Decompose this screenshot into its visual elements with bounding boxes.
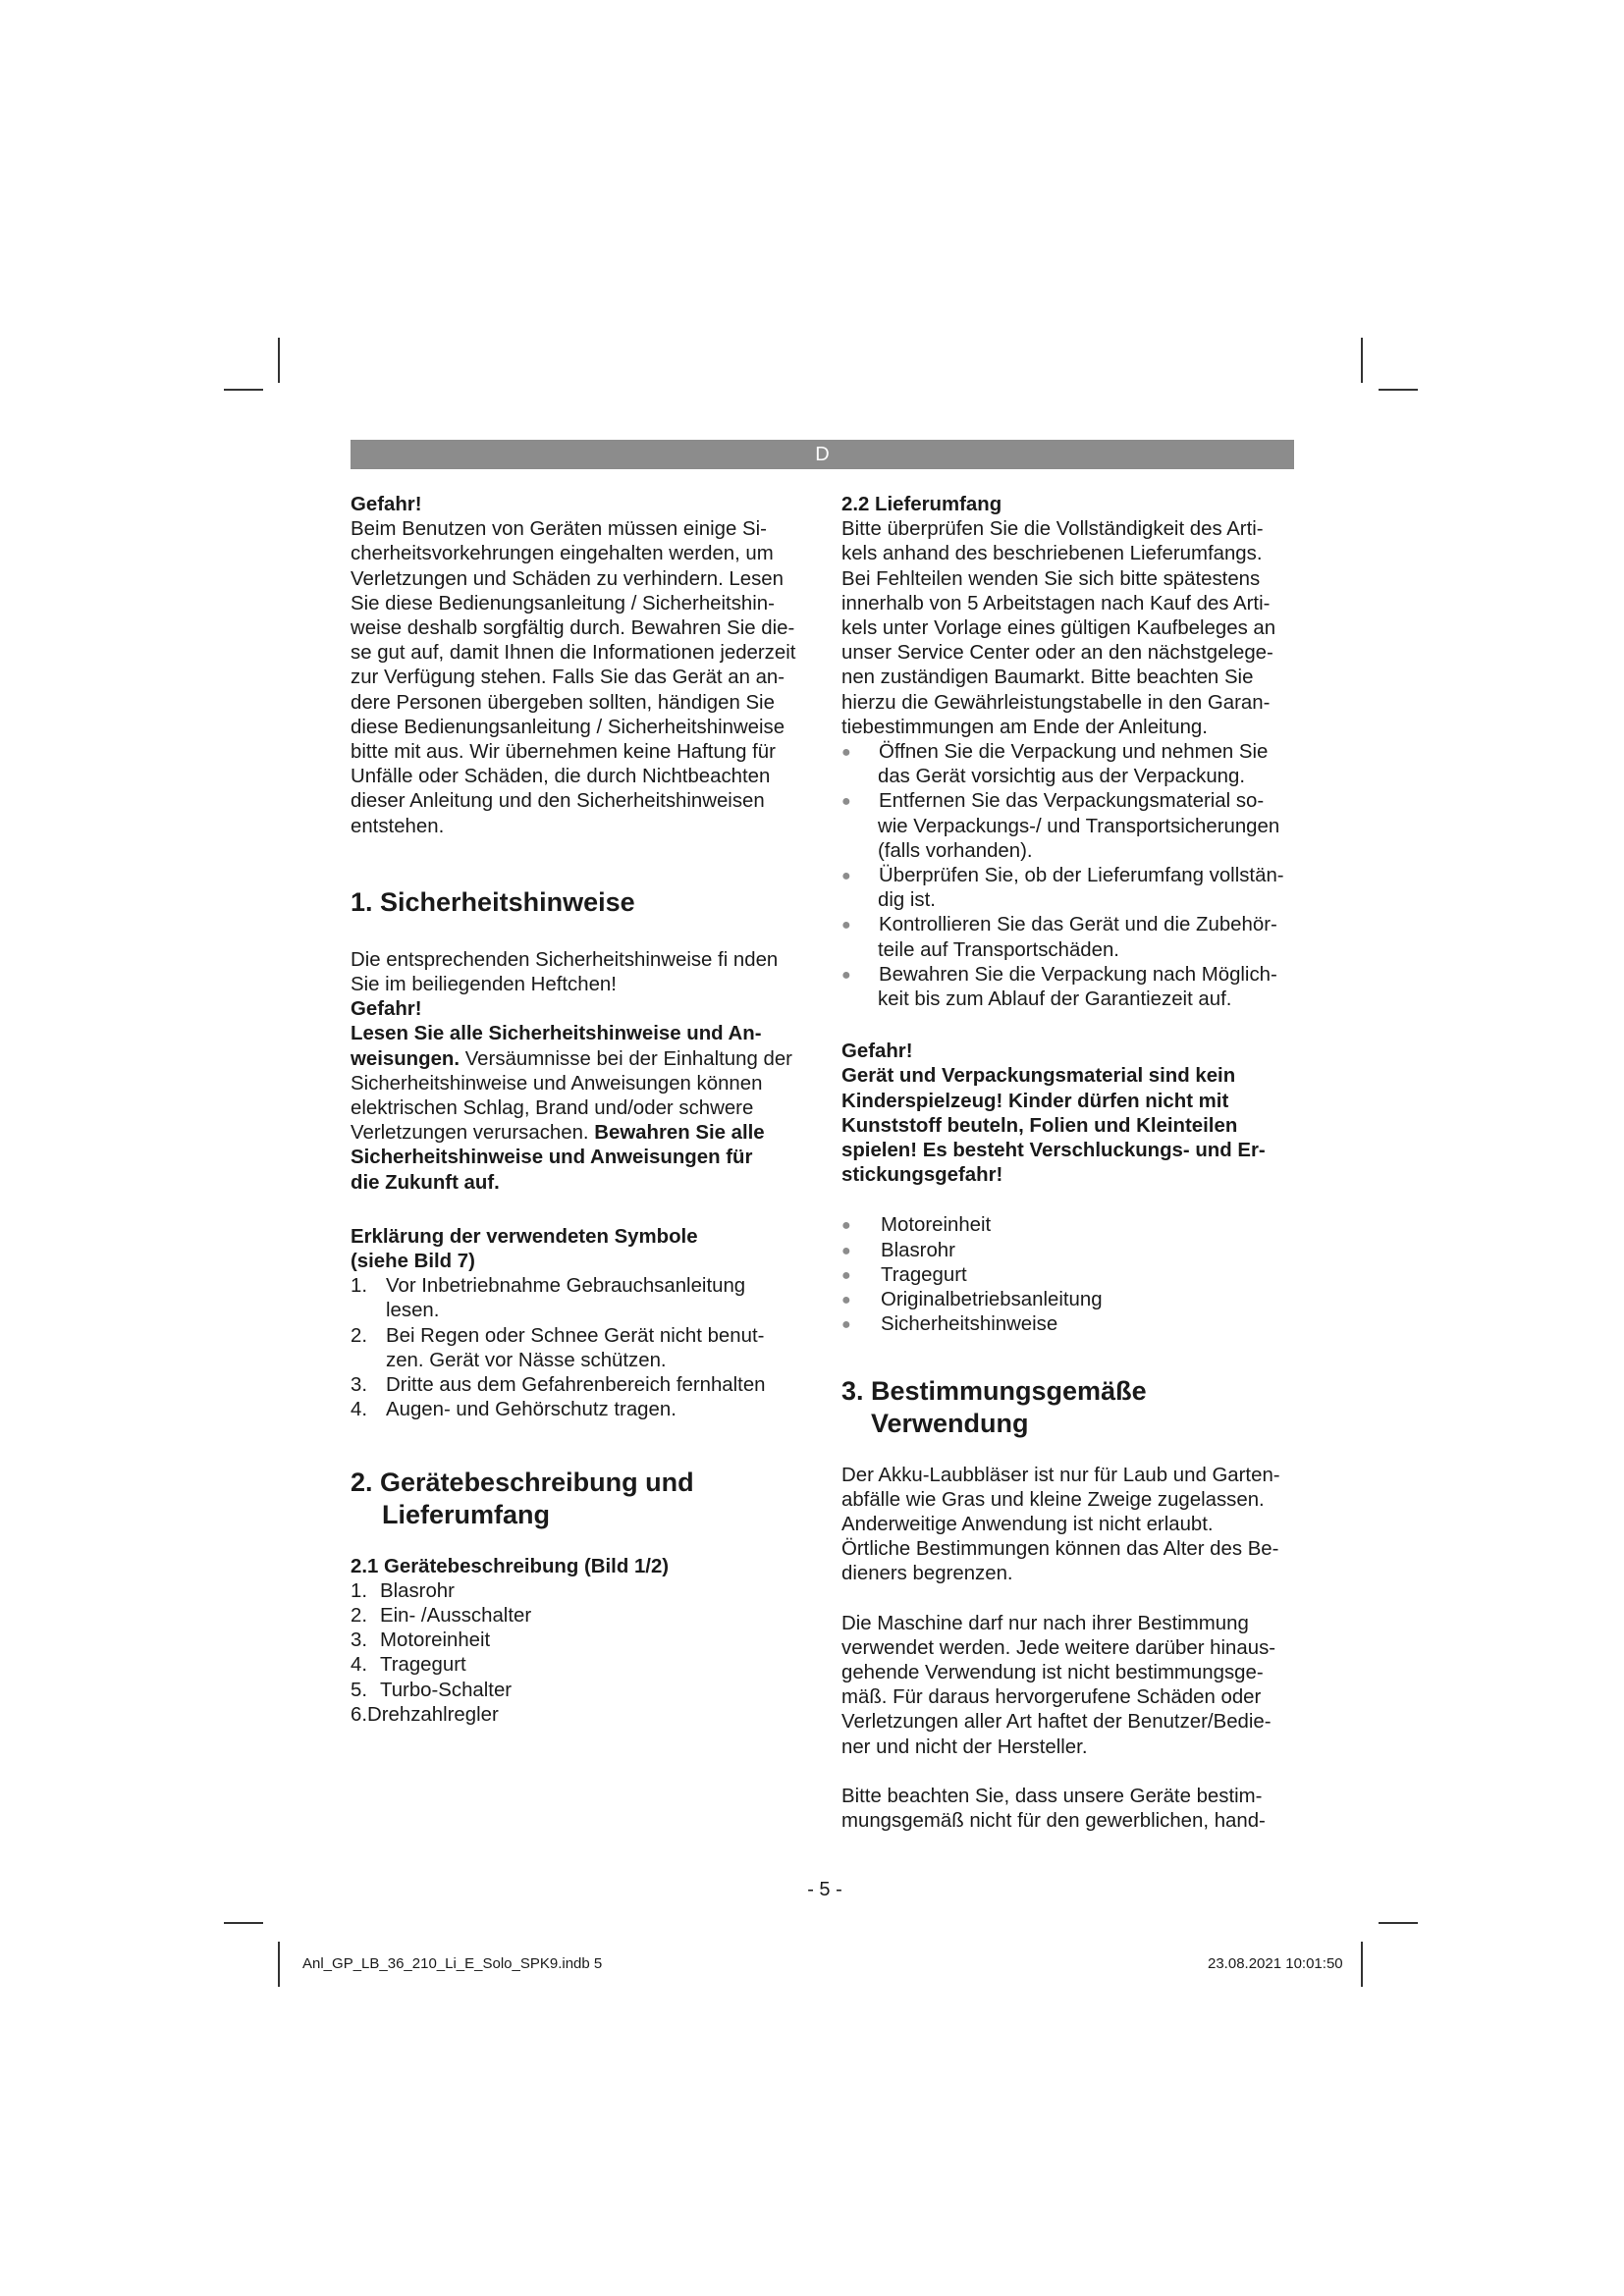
text-line: Sie diese Bedienungsanleitung / Sicherheitshin- (351, 592, 775, 614)
text-line: Die Maschine darf nur nach ihrer Bestimmung (841, 1612, 1249, 1634)
item-text: Motoreinheit (380, 1629, 491, 1652)
item-number: 4. (351, 1399, 368, 1421)
text-line: verwendet werden. Jede weitere darüber hinaus- (841, 1636, 1276, 1659)
text-line: Verletzungen und Schäden zu verhindern. Lesen (351, 567, 784, 590)
item-number: 1. (351, 1275, 368, 1298)
intended-use-paragraph (841, 1612, 1303, 1760)
part-item (351, 1604, 812, 1629)
item-text: das Gerät vorsichtig aus der Verpackung. (878, 766, 1246, 788)
bullet-item (841, 1263, 1303, 1288)
item-number: 5. (351, 1679, 368, 1701)
item-number: 1. (351, 1579, 368, 1602)
part-item (351, 1679, 812, 1703)
symbol-item (351, 1398, 812, 1422)
text-line: Anderweitige Anwendung ist nicht erlaubt. (841, 1513, 1214, 1535)
item-text: Bei Regen oder Schnee Gerät nicht benut- (386, 1324, 765, 1347)
text-line: weise deshalb sorgfältig durch. Bewahren Sie die- (351, 617, 795, 640)
crop-mark (1379, 389, 1418, 391)
bullet-icon: ● (841, 1316, 851, 1334)
symbols-list (351, 1274, 812, 1422)
text-line: Beim Benutzen von Geräten müssen einige Si- (351, 518, 767, 541)
bullet-icon: ● (841, 793, 851, 811)
text-line: diese Bedienungsanleitung / Sicherheitshinweise (351, 716, 785, 738)
item-text: Überprüfen Sie, ob der Lieferumfang vollstän- (879, 865, 1284, 887)
item-number: 4. (351, 1654, 368, 1677)
scope-of-delivery-list (841, 1213, 1303, 1337)
text-line: kels unter Vorlage eines gültigen Kaufbeleges an (841, 617, 1276, 640)
section-3-title-line: 3. Bestimmungsgemäße (841, 1375, 1147, 1406)
item-text: zen. Gerät vor Nässe schützen. (386, 1349, 667, 1371)
symbols-heading: Erklärung der verwendeten Symbole (351, 1225, 698, 1248)
item-number: 2. (351, 1324, 368, 1347)
section-1-text-line (351, 1121, 812, 1146)
text-line: mäß. Für daraus hervorgerufene Schäden oder (841, 1686, 1262, 1709)
symbol-item (351, 1373, 812, 1398)
item-text: lesen. (386, 1300, 440, 1322)
text-line: entstehen. (351, 815, 445, 837)
text-line: se gut auf, damit Ihnen die Informationen jederzeit (351, 642, 796, 665)
text-line: unser Service Center oder an den nächstgelege- (841, 642, 1273, 665)
text-line: Gerät und Verpackungsmaterial sind kein (841, 1065, 1236, 1088)
item-text: Sicherheitshinweise (881, 1313, 1058, 1336)
bullet-item (841, 789, 1303, 864)
item-text: Blasrohr (881, 1239, 955, 1261)
bullet-icon: ● (841, 1217, 851, 1235)
item-text: Bewahren Sie die Verpackung nach Möglich- (879, 963, 1277, 986)
text-line: Kinderspielzeug! Kinder dürfen nicht mit (841, 1090, 1229, 1112)
bullet-icon: ● (841, 868, 851, 885)
text-line: spielen! Es besteht Verschluckungs- und Er- (841, 1140, 1266, 1162)
crop-mark (1361, 1942, 1363, 1987)
crop-mark (224, 1922, 263, 1924)
text-line: Der Akku-Laubbläser ist nur für Laub und Garten- (841, 1464, 1280, 1486)
text-line: cherheitsvorkehrungen eingehalten werden, um (351, 543, 774, 565)
item-number: 2. (351, 1604, 368, 1627)
section-3-title-line: Verwendung (871, 1408, 1029, 1438)
text-line: zur Verfügung stehen. Falls Sie das Gerät an an- (351, 667, 785, 689)
text-line: mungsgemäß nicht für den gewerblichen, hand- (841, 1809, 1266, 1832)
text-line: hierzu die Gewährleistungstabelle in den Garan- (841, 691, 1271, 714)
part-item (351, 1653, 812, 1678)
danger-heading: Gefahr! (351, 494, 422, 515)
text-line: elektrischen Schlag, Brand und/oder schwere (351, 1097, 754, 1120)
right-column (841, 493, 1303, 1834)
part-item: 6.Drehzahlregler (351, 1703, 499, 1726)
left-column (351, 493, 812, 1728)
crop-mark (1379, 1922, 1418, 1924)
item-text: Ein- /Ausschalter (380, 1604, 532, 1627)
text-line: Örtliche Bestimmungen können das Alter des Be- (841, 1538, 1279, 1561)
symbol-item (351, 1324, 812, 1373)
item-number: 3. (351, 1629, 368, 1652)
section-3-title (841, 1375, 1303, 1440)
text-line: Sicherheitshinweise und Anweisungen können (351, 1072, 763, 1095)
section-1-text (351, 1072, 812, 1121)
text-line: Die entsprechenden Sicherheitshinweise fi nden (351, 948, 779, 971)
bullet-item (841, 740, 1303, 789)
danger-text (841, 1064, 1303, 1188)
subsection-2-2-title: 2.2 Lieferumfang (841, 494, 1002, 515)
danger-paragraph (351, 517, 812, 839)
section-1-title: 1. Sicherheitshinweise (351, 886, 635, 917)
text-line: Sicherheitshinweise und Anweisungen für (351, 1147, 753, 1169)
section-1-intro (351, 948, 812, 997)
bullet-item (841, 1312, 1303, 1337)
text-line: dieners begrenzen. (841, 1563, 1013, 1585)
text-fragment: Versäumnisse bei der Einhaltung der (460, 1047, 792, 1070)
section-1-bold-text (351, 1146, 812, 1195)
unpacking-list (841, 740, 1303, 1012)
text-line: Sie im beiliegenden Heftchen! (351, 974, 617, 996)
item-text: Kontrollieren Sie das Gerät und die Zubehör- (879, 914, 1277, 936)
text-line: tiebestimmungen am Ende der Anleitung. (841, 716, 1208, 738)
parts-list (351, 1579, 812, 1703)
item-text: Augen- und Gehörschutz tragen. (386, 1399, 677, 1421)
symbols-subheading: (siehe Bild 7) (351, 1251, 475, 1273)
bullet-icon: ● (841, 966, 851, 984)
bullet-icon: ● (841, 917, 851, 934)
part-item (351, 1579, 812, 1604)
subsection-2-1-title: 2.1 Gerätebeschreibung (Bild 1/2) (351, 1555, 670, 1577)
page-number: - 5 - (807, 1879, 842, 1900)
item-text: keit bis zum Ablauf der Garantiezeit auf. (878, 988, 1232, 1011)
section-1-danger-heading: Gefahr! (351, 998, 422, 1021)
danger-heading: Gefahr! (841, 1041, 913, 1063)
text-line: nen zuständigen Baumarkt. Bitte beachten Sie (841, 667, 1254, 689)
text-line: dieser Anleitung und den Sicherheitshinweisen (351, 790, 765, 813)
crop-mark (224, 389, 263, 391)
item-text: Vor Inbetriebnahme Gebrauchsanleitung (386, 1275, 746, 1298)
bullet-item (841, 864, 1303, 913)
item-text: Originalbetriebsanleitung (881, 1289, 1103, 1311)
language-header-bar (351, 440, 1294, 469)
text-line: Kunststoff beuteln, Folien und Kleinteilen (841, 1114, 1238, 1137)
bullet-icon: ● (841, 1292, 851, 1309)
item-text: Motoreinheit (881, 1214, 992, 1237)
part-item (351, 1629, 812, 1653)
crop-mark (278, 1942, 280, 1987)
bold-fragment: Bewahren Sie alle (594, 1122, 765, 1145)
bullet-item (841, 1213, 1303, 1238)
section-1-text-line (351, 1047, 812, 1072)
item-text: Turbo-Schalter (380, 1679, 513, 1701)
item-text: Dritte aus dem Gefahrenbereich fernhalten (386, 1374, 766, 1397)
text-line: bitte mit aus. Wir übernehmen keine Haftung für (351, 741, 776, 764)
bullet-item (841, 963, 1303, 1012)
text-line: Bitte überprüfen Sie die Vollständigkeit des Arti- (841, 518, 1264, 541)
item-text: (falls vorhanden). (878, 839, 1033, 862)
text-line: Unfälle oder Schäden, die durch Nichtbeachten (351, 766, 771, 788)
item-text: Tragegurt (380, 1654, 466, 1677)
intended-use-paragraph (841, 1464, 1303, 1587)
intended-use-paragraph (841, 1785, 1303, 1834)
language-code: D (815, 444, 830, 465)
bold-fragment: weisungen. (351, 1047, 460, 1070)
item-text: teile auf Transportschäden. (878, 938, 1119, 961)
text-line: Verletzungen aller Art haftet der Benutzer/Bedie- (841, 1711, 1272, 1734)
text-line: Bitte beachten Sie, dass unsere Geräte bestim- (841, 1785, 1263, 1807)
text-line: stickungsgefahr! (841, 1164, 1003, 1187)
crop-mark (278, 338, 280, 383)
file-name: Anl_GP_LB_36_210_Li_E_Solo_SPK9.indb 5 (302, 1955, 603, 1972)
text-fragment: Verletzungen verursachen. (351, 1122, 595, 1145)
text-line: gehende Verwendung ist nicht bestimmungsge- (841, 1661, 1264, 1683)
bullet-icon: ● (841, 1266, 851, 1284)
bullet-item (841, 1288, 1303, 1312)
text-line: Bei Fehlteilen wenden Sie sich bitte spätestens (841, 567, 1261, 590)
text-line: innerhalb von 5 Arbeitstagen nach Kauf des Arti- (841, 592, 1271, 614)
text-line: die Zukunft auf. (351, 1171, 500, 1194)
bullet-item (841, 913, 1303, 962)
item-text: wie Verpackungs-/ und Transportsicherungen (878, 815, 1280, 837)
text-line: kels anhand des beschriebenen Lieferumfangs. (841, 543, 1263, 565)
item-text: Öffnen Sie die Verpackung und nehmen Sie (879, 741, 1269, 764)
bullet-icon: ● (841, 1242, 851, 1259)
text-line: ner und nicht der Hersteller. (841, 1735, 1088, 1758)
item-number: 3. (351, 1374, 368, 1397)
print-timestamp: 23.08.2021 10:01:50 (1208, 1955, 1343, 1972)
section-2-title-line: Lieferumfang (382, 1499, 551, 1529)
item-text: Entfernen Sie das Verpackungsmaterial so- (879, 790, 1265, 813)
section-2-title (351, 1467, 812, 1531)
symbol-item (351, 1274, 812, 1323)
item-text: Blasrohr (380, 1579, 455, 1602)
delivery-paragraph (841, 517, 1303, 740)
bullet-item (841, 1239, 1303, 1263)
section-1-bold-line: Lesen Sie alle Sicherheitshinweise und An- (351, 1023, 762, 1045)
text-line: dere Personen übergeben sollten, händigen Sie (351, 691, 775, 714)
bullet-icon: ● (841, 744, 851, 762)
section-2-title-line: 2. Gerätebeschreibung und (351, 1467, 694, 1497)
item-text: Tragegurt (881, 1263, 967, 1286)
item-text: dig ist. (878, 889, 936, 912)
crop-mark (1361, 338, 1363, 383)
text-line: abfälle wie Gras und kleine Zweige zugelassen. (841, 1488, 1265, 1511)
